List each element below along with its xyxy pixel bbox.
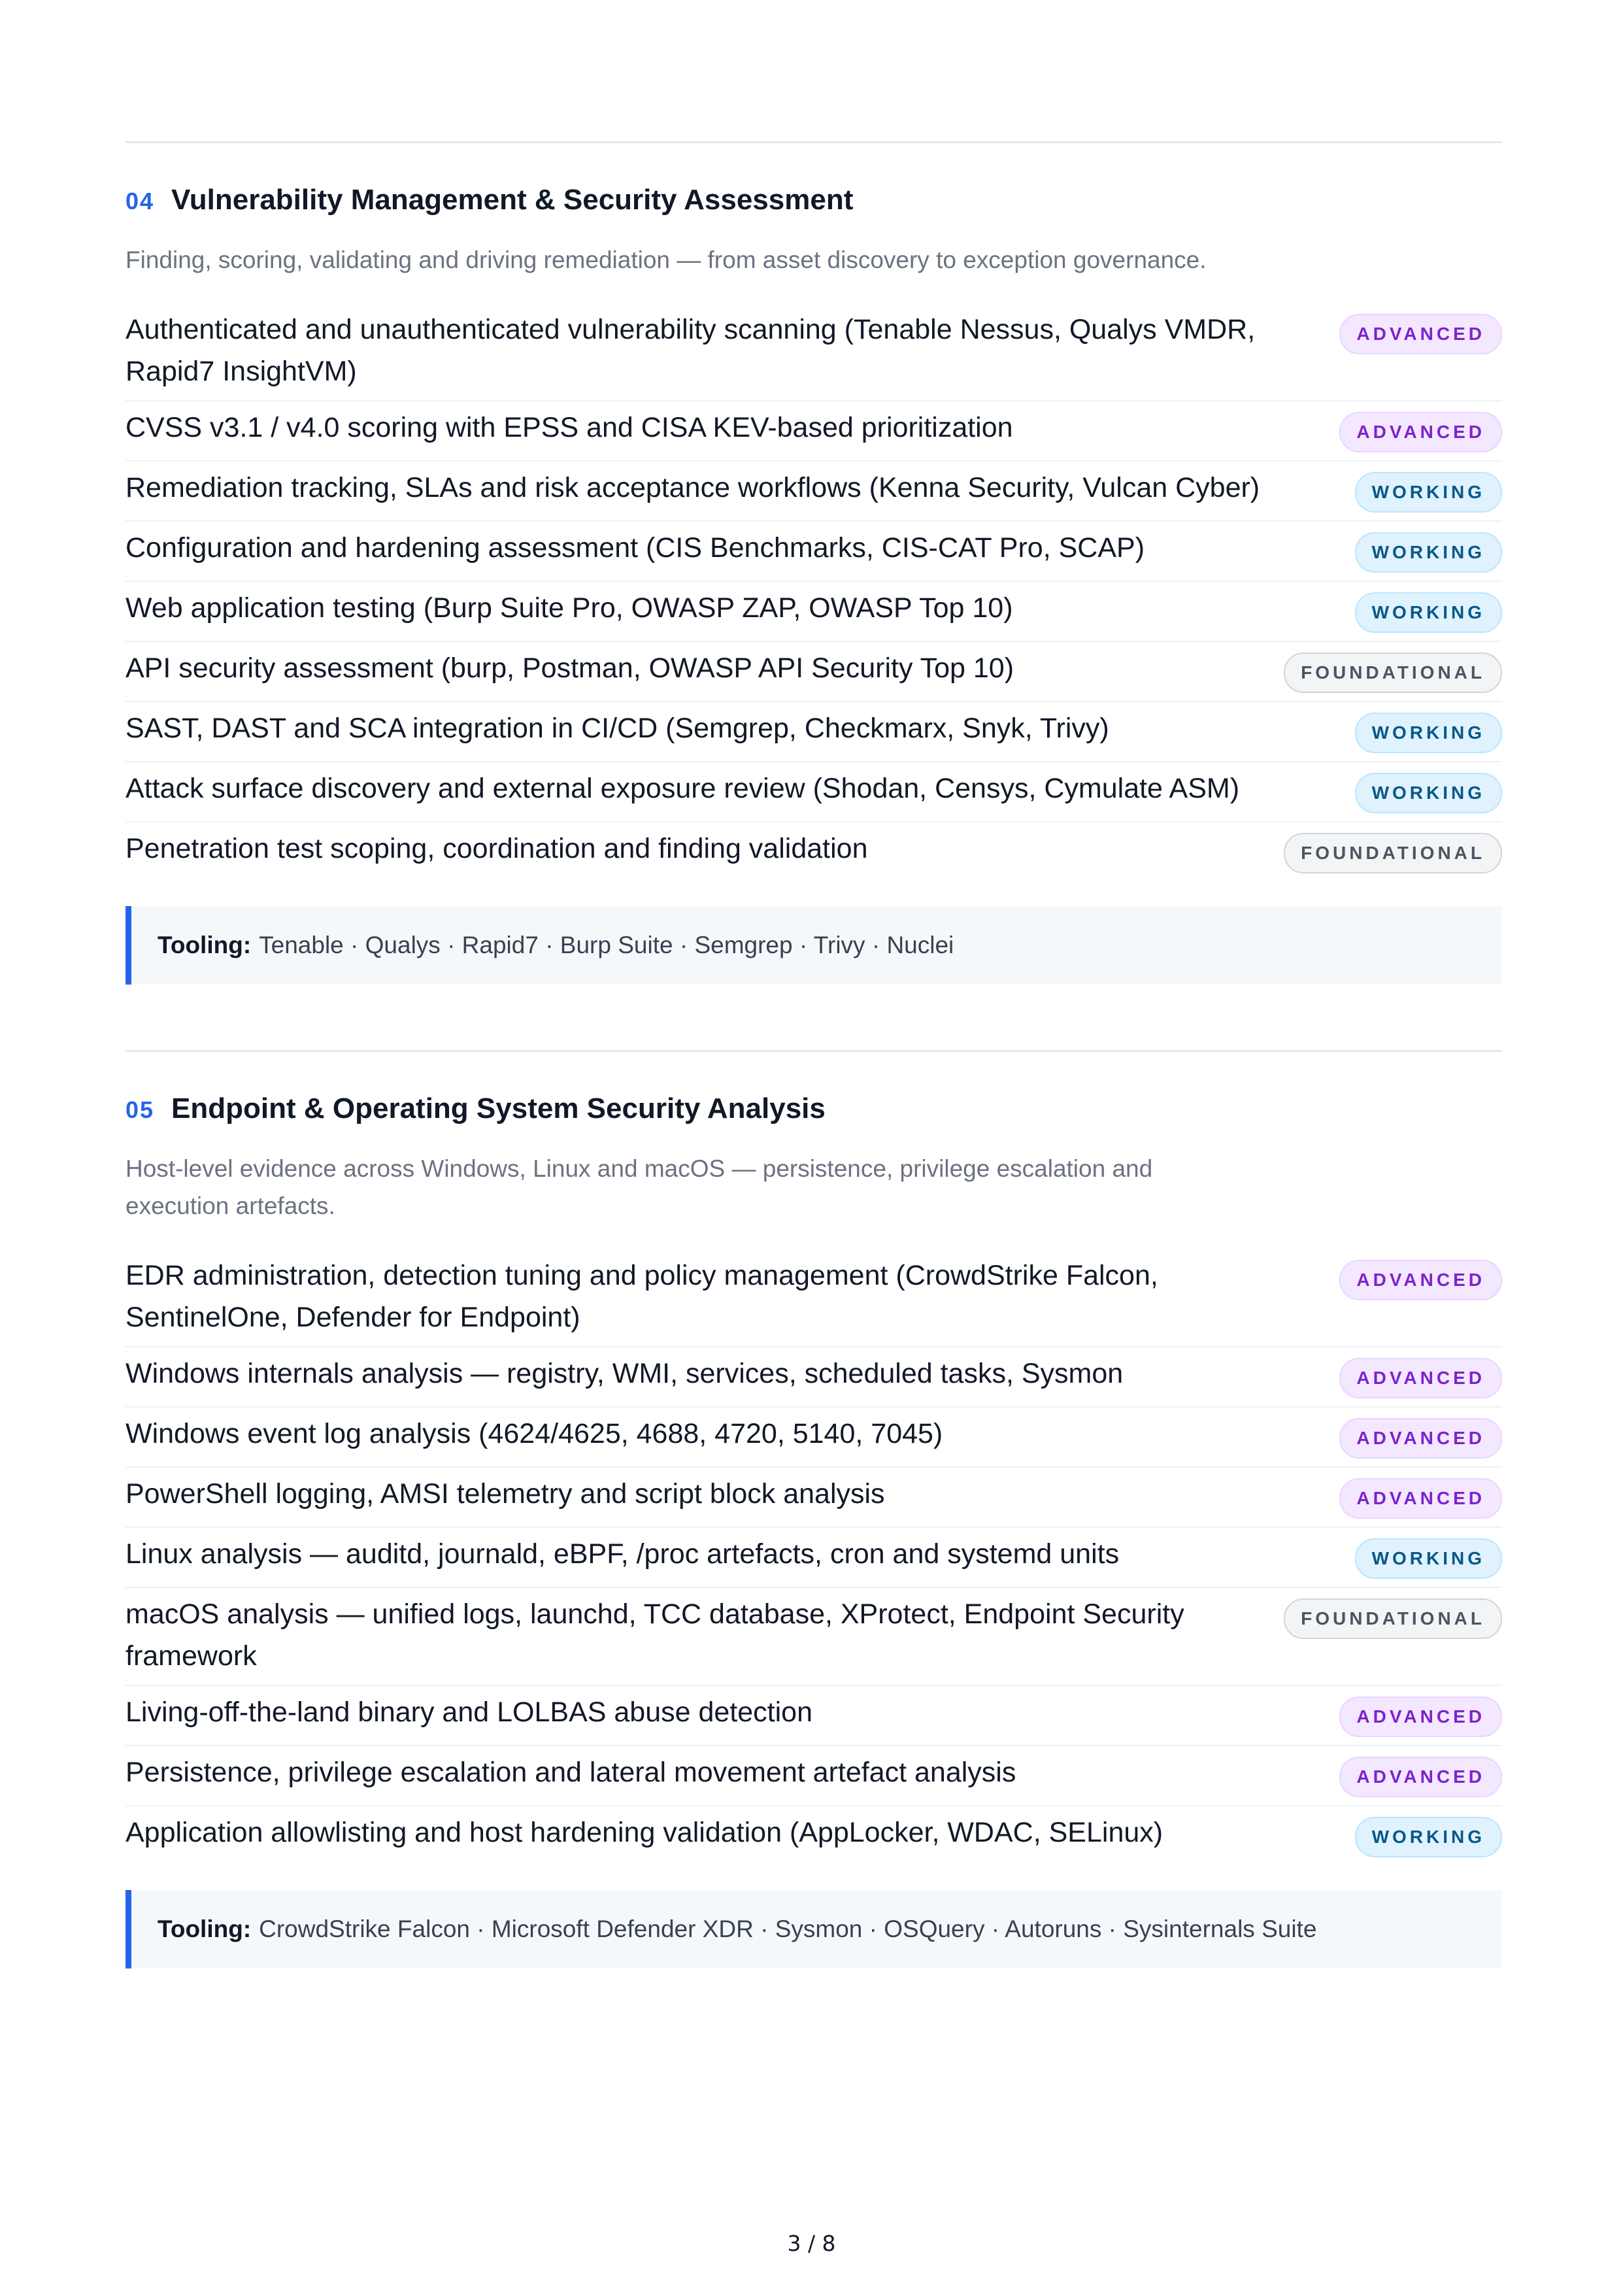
proficiency-badge: FOUNDATIONAL xyxy=(1284,1598,1502,1639)
skill-description: Attack surface discovery and external exposure review (Shodan, Censys, Cymulate ASM) xyxy=(125,773,1240,804)
skill-description: EDR administration, detection tuning and policy management (CrowdStrike Falcon, SentinelOne, Defender for Endpoint) xyxy=(125,1260,1158,1333)
proficiency-badge: FOUNDATIONAL xyxy=(1284,833,1502,873)
proficiency-badge: WORKING xyxy=(1355,532,1502,573)
skill-description: Penetration test scoping, coordination and finding validation xyxy=(125,833,868,864)
skill-row xyxy=(125,1347,1502,1408)
skill-description: Authenticated and unauthenticated vulnerability scanning (Tenable Nessus, Qualys VMDR, Rapid7 InsightVM) xyxy=(125,314,1256,387)
skill-list xyxy=(125,303,1502,881)
skill-description: Web application testing (Burp Suite Pro, OWASP ZAP, OWASP Top 10) xyxy=(125,592,1013,624)
skill-row xyxy=(125,642,1502,702)
section-heading xyxy=(125,1092,1502,1125)
proficiency-badge: ADVANCED xyxy=(1339,1418,1502,1459)
tooling-callout xyxy=(125,906,1502,985)
proficiency-badge: WORKING xyxy=(1355,1538,1502,1579)
skill-description: Remediation tracking, SLAs and risk acceptance workflows (Kenna Security, Vulcan Cyber) xyxy=(125,472,1260,503)
skill-row xyxy=(125,1588,1502,1686)
tooling-label: Tooling: xyxy=(158,1916,252,1942)
tooling-label: Tooling: xyxy=(158,932,252,958)
proficiency-badge: ADVANCED xyxy=(1339,1260,1502,1300)
skill-description: Application allowlisting and host hardening validation (AppLocker, WDAC, SELinux) xyxy=(125,1817,1163,1848)
proficiency-badge: WORKING xyxy=(1355,1817,1502,1857)
skill-description: SAST, DAST and SCA integration in CI/CD (Semgrep, Checkmarx, Snyk, Trivy) xyxy=(125,713,1109,744)
skill-description: Configuration and hardening assessment (CIS Benchmarks, CIS-CAT Pro, SCAP) xyxy=(125,532,1145,564)
section-subtitle: Host-level evidence across Windows, Linux and macOS — persistence, privilege escalation and execution artefacts. xyxy=(125,1155,1153,1219)
section-number: 05 xyxy=(125,1096,155,1123)
skill-description: CVSS v3.1 / v4.0 scoring with EPSS and CISA KEV-based prioritization xyxy=(125,412,1013,443)
proficiency-badge: ADVANCED xyxy=(1339,1757,1502,1797)
page-number: 3 / 8 xyxy=(787,2231,836,2256)
section-divider xyxy=(125,1050,1502,1052)
proficiency-badge: WORKING xyxy=(1355,713,1502,753)
skill-row xyxy=(125,1686,1502,1746)
proficiency-badge: ADVANCED xyxy=(1339,1478,1502,1519)
skill-row xyxy=(125,702,1502,762)
section-number: 04 xyxy=(125,188,155,214)
skill-row xyxy=(125,582,1502,642)
skill-row xyxy=(125,462,1502,522)
skill-description: Windows internals analysis — registry, WMI, services, scheduled tasks, Sysmon xyxy=(125,1358,1124,1389)
section-title: Vulnerability Management & Security Assessment xyxy=(171,184,854,216)
skill-row xyxy=(125,401,1502,462)
section-divider xyxy=(125,141,1502,143)
skill-description: Windows event log analysis (4624/4625, 4688, 4720, 5140, 7045) xyxy=(125,1418,943,1449)
skill-row xyxy=(125,762,1502,822)
proficiency-badge: ADVANCED xyxy=(1339,1358,1502,1398)
tooling-list: Tenable · Qualys · Rapid7 · Burp Suite · Semgrep · Trivy · Nuclei xyxy=(259,932,954,958)
page-content xyxy=(125,141,1502,1968)
skill-row xyxy=(125,1806,1502,1865)
proficiency-badge: WORKING xyxy=(1355,773,1502,813)
skill-description: PowerShell logging, AMSI telemetry and script block analysis xyxy=(125,1478,885,1510)
proficiency-badge: ADVANCED xyxy=(1339,412,1502,452)
skill-row xyxy=(125,1746,1502,1806)
skill-section xyxy=(125,141,1502,985)
skill-row xyxy=(125,1249,1502,1347)
skill-description: Living-off-the-land binary and LOLBAS abuse detection xyxy=(125,1697,813,1728)
section-heading xyxy=(125,184,1502,216)
tooling-callout xyxy=(125,1890,1502,1968)
skill-row xyxy=(125,822,1502,881)
skill-row xyxy=(125,303,1502,401)
skill-row xyxy=(125,522,1502,582)
section-subtitle: Finding, scoring, validating and driving remediation — from asset discovery to exception governance. xyxy=(125,246,1207,273)
skill-row xyxy=(125,1468,1502,1528)
section-title: Endpoint & Operating System Security Analysis xyxy=(171,1092,826,1124)
skill-row xyxy=(125,1528,1502,1588)
skill-description: API security assessment (burp, Postman, OWASP API Security Top 10) xyxy=(125,652,1014,684)
proficiency-badge: WORKING xyxy=(1355,472,1502,513)
skill-description: macOS analysis — unified logs, launchd, TCC database, XProtect, Endpoint Security framework xyxy=(125,1598,1184,1672)
skill-section xyxy=(125,1050,1502,1968)
tooling-list: CrowdStrike Falcon · Microsoft Defender XDR · Sysmon · OSQuery · Autoruns · Sysinternals Suite xyxy=(259,1916,1317,1942)
skill-row xyxy=(125,1408,1502,1468)
proficiency-badge: ADVANCED xyxy=(1339,1697,1502,1737)
proficiency-badge: ADVANCED xyxy=(1339,314,1502,354)
skill-description: Persistence, privilege escalation and lateral movement artefact analysis xyxy=(125,1757,1016,1788)
proficiency-badge: FOUNDATIONAL xyxy=(1284,652,1502,693)
skill-list xyxy=(125,1249,1502,1865)
proficiency-badge: WORKING xyxy=(1355,592,1502,633)
skill-description: Linux analysis — auditd, journald, eBPF, /proc artefacts, cron and systemd units xyxy=(125,1538,1120,1570)
